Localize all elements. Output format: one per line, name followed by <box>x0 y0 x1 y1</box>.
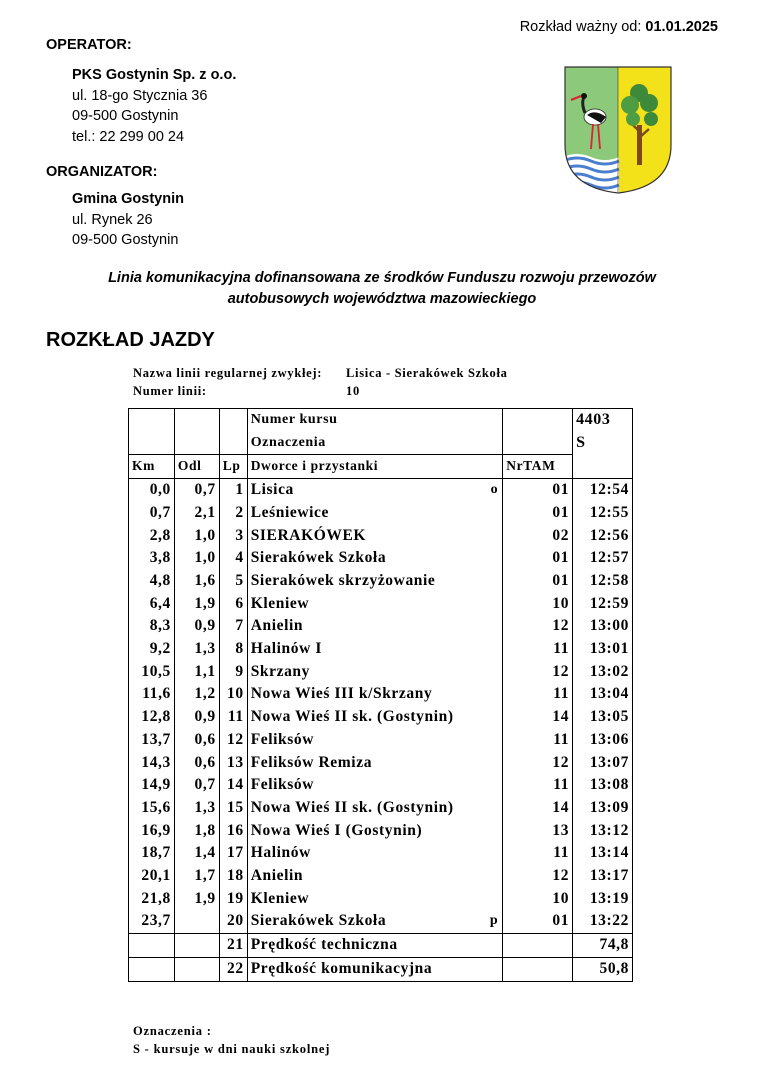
subsidy-line-1: Linia komunikacyjna dofinansowana ze środków Funduszu rozwoju przewozów <box>108 270 656 286</box>
departure-time-cell: 12:56 <box>573 525 633 548</box>
nrtam-cell: 10 <box>503 593 573 616</box>
table-row <box>129 752 633 775</box>
departure-time-cell: 13:17 <box>573 865 633 888</box>
stop-name-cell <box>247 820 503 843</box>
odl-cell: 1,8 <box>174 820 219 843</box>
odl-cell: 1,6 <box>174 570 219 593</box>
nrtam-cell: 01 <box>503 910 573 933</box>
km-cell: 9,2 <box>129 638 175 661</box>
km-cell: 13,7 <box>129 729 175 752</box>
table-row <box>129 615 633 638</box>
empty-cell <box>129 957 175 981</box>
km-cell: 12,8 <box>129 706 175 729</box>
legend-item: S - kursuje w dni nauki szkolnej <box>133 1042 331 1056</box>
km-cell: 2,8 <box>129 525 175 548</box>
table-row <box>129 797 633 820</box>
km-cell: 0,7 <box>129 502 175 525</box>
departure-time-cell: 12:59 <box>573 593 633 616</box>
nrtam-cell: 11 <box>503 729 573 752</box>
departure-time-cell: 12:54 <box>573 479 633 502</box>
departure-time-cell: 13:07 <box>573 752 633 775</box>
nrtam-cell: 11 <box>503 774 573 797</box>
odl-cell: 0,7 <box>174 774 219 797</box>
table-row <box>129 842 633 865</box>
departure-time-cell: 13:04 <box>573 683 633 706</box>
organizer-heading: ORGANIZATOR: <box>46 164 158 180</box>
course-mark: S <box>573 432 633 455</box>
stop-name: Feliksów <box>250 776 315 794</box>
departure-time-cell: 13:19 <box>573 888 633 911</box>
lp-cell: 10 <box>219 683 247 706</box>
departure-time-cell: 13:02 <box>573 661 633 684</box>
odl-cell: 1,1 <box>174 661 219 684</box>
odl-cell: 1,0 <box>174 547 219 570</box>
stop-name: Nowa Wieś II sk. (Gostynin) <box>250 798 454 816</box>
operator-street: ul. 18-go Stycznia 36 <box>72 87 208 104</box>
stop-name: Halinów I <box>250 640 322 658</box>
table-row <box>129 570 633 593</box>
timetable <box>128 408 633 982</box>
stop-name-cell <box>247 752 503 775</box>
stop-name-cell <box>247 865 503 888</box>
lp-cell: 15 <box>219 797 247 820</box>
stop-name-cell <box>247 797 503 820</box>
table-row <box>129 706 633 729</box>
odl-cell: 0,9 <box>174 706 219 729</box>
empty-cell <box>129 934 175 958</box>
nrtam-cell: 14 <box>503 706 573 729</box>
summary-value: 50,8 <box>573 957 633 981</box>
empty-cell <box>503 957 573 981</box>
km-cell: 8,3 <box>129 615 175 638</box>
col-stops-header: Dworce i przystanki <box>247 455 503 479</box>
course-number-label: Numer kursu <box>247 409 503 432</box>
lp-cell: 7 <box>219 615 247 638</box>
stop-name: Kleniew <box>250 889 310 907</box>
odl-cell: 1,2 <box>174 683 219 706</box>
table-row <box>129 774 633 797</box>
odl-cell: 0,6 <box>174 752 219 775</box>
stop-name: Leśniewice <box>250 503 330 521</box>
odl-cell: 0,6 <box>174 729 219 752</box>
stop-name: Anielin <box>250 867 304 885</box>
stop-name-cell <box>247 661 503 684</box>
departure-time-cell: 12:55 <box>573 502 633 525</box>
table-row <box>129 820 633 843</box>
stop-name: Kleniew <box>250 594 310 612</box>
organizer-address <box>72 189 184 251</box>
operator-city: 09-500 Gostynin <box>72 108 179 124</box>
line-number-row <box>133 384 360 399</box>
subsidy-note <box>40 268 724 310</box>
validity-date: 01.01.2025 <box>645 19 718 35</box>
km-cell: 14,9 <box>129 774 175 797</box>
col-odl-header: Odl <box>174 455 219 479</box>
table-row <box>129 729 633 752</box>
validity-label: Rozkład ważny od: <box>519 19 642 35</box>
table-row <box>129 547 633 570</box>
summary-value: 74,8 <box>573 934 633 958</box>
nrtam-cell: 12 <box>503 661 573 684</box>
subsidy-line-2: autobusowych województwa mazowieckiego <box>227 291 537 307</box>
nrtam-cell: 01 <box>503 502 573 525</box>
odl-cell: 1,9 <box>174 593 219 616</box>
organizer-name: Gmina Gostynin <box>72 191 184 207</box>
stop-name-cell <box>247 593 503 616</box>
lp-cell: 1 <box>219 479 247 502</box>
stop-name: Nowa Wieś II sk. (Gostynin) <box>250 708 454 726</box>
gostynin-coat-of-arms <box>563 65 673 195</box>
table-row <box>129 661 633 684</box>
lp-cell: 9 <box>219 661 247 684</box>
lp-cell: 12 <box>219 729 247 752</box>
course-number: 4403 <box>573 409 633 432</box>
table-row <box>129 683 633 706</box>
line-name-value: Lisica - Sierakówek Szkoła <box>346 366 508 380</box>
departure-time-cell: 13:06 <box>573 729 633 752</box>
odl-cell: 0,9 <box>174 615 219 638</box>
km-cell: 21,8 <box>129 888 175 911</box>
table-row <box>129 865 633 888</box>
stop-name-cell <box>247 525 503 548</box>
stop-name: Feliksów Remiza <box>250 753 373 771</box>
line-name-row <box>133 366 508 381</box>
departure-time-cell: 13:09 <box>573 797 633 820</box>
stop-name-cell <box>247 729 503 752</box>
odl-cell: 1,7 <box>174 865 219 888</box>
course-marks-label: Oznaczenia <box>247 432 503 455</box>
stop-name-cell <box>247 479 503 502</box>
table-row <box>129 502 633 525</box>
nrtam-cell: 13 <box>503 820 573 843</box>
odl-cell: 1,3 <box>174 638 219 661</box>
km-cell: 16,9 <box>129 820 175 843</box>
table-row <box>129 910 633 933</box>
odl-cell: 2,1 <box>174 502 219 525</box>
stop-name: Anielin <box>250 617 304 635</box>
km-cell: 15,6 <box>129 797 175 820</box>
lp-cell: 11 <box>219 706 247 729</box>
legend-title: Oznaczenia : <box>133 1024 212 1038</box>
odl-cell: 1,0 <box>174 525 219 548</box>
summary-label: Prędkość techniczna <box>247 934 503 958</box>
lp-cell: 6 <box>219 593 247 616</box>
stop-name-cell <box>247 683 503 706</box>
km-cell: 20,1 <box>129 865 175 888</box>
departure-time-cell: 12:57 <box>573 547 633 570</box>
nrtam-cell: 02 <box>503 525 573 548</box>
odl-cell: 0,7 <box>174 479 219 502</box>
stop-name: Nowa Wieś III k/Skrzany <box>250 685 433 703</box>
km-cell: 3,8 <box>129 547 175 570</box>
empty-cell <box>503 934 573 958</box>
km-cell: 14,3 <box>129 752 175 775</box>
summary-label: Prędkość komunikacyjna <box>247 957 503 981</box>
stop-name: Sierakówek Szkoła <box>250 912 387 930</box>
departure-time-cell: 13:08 <box>573 774 633 797</box>
stop-name: Sierakówek skrzyżowanie <box>250 571 436 589</box>
table-row <box>129 525 633 548</box>
lp-cell: 18 <box>219 865 247 888</box>
lp-cell: 21 <box>219 934 247 958</box>
departure-time-cell: 13:14 <box>573 842 633 865</box>
lp-cell: 16 <box>219 820 247 843</box>
operator-heading: OPERATOR: <box>46 37 132 53</box>
stop-name-cell <box>247 888 503 911</box>
nrtam-cell: 01 <box>503 479 573 502</box>
line-name-label: Nazwa linii regularnej zwykłej: <box>133 366 323 380</box>
lp-cell: 19 <box>219 888 247 911</box>
departure-time-cell: 13:05 <box>573 706 633 729</box>
stop-name-cell <box>247 615 503 638</box>
departure-time-cell: 13:22 <box>573 910 633 933</box>
empty-cell <box>174 957 219 981</box>
stop-name-cell <box>247 910 503 933</box>
nrtam-cell: 10 <box>503 888 573 911</box>
stop-name: Halinów <box>250 844 311 862</box>
stop-name: Nowa Wieś I (Gostynin) <box>250 821 423 839</box>
km-cell: 4,8 <box>129 570 175 593</box>
lp-cell: 17 <box>219 842 247 865</box>
lp-cell: 20 <box>219 910 247 933</box>
km-cell: 23,7 <box>129 910 175 933</box>
km-cell: 18,7 <box>129 842 175 865</box>
nrtam-cell: 11 <box>503 638 573 661</box>
odl-cell: 1,9 <box>174 888 219 911</box>
lp-cell: 3 <box>219 525 247 548</box>
stop-name: Feliksów <box>250 730 315 748</box>
lp-cell: 13 <box>219 752 247 775</box>
km-cell: 6,4 <box>129 593 175 616</box>
nrtam-cell: 12 <box>503 615 573 638</box>
empty-cell <box>174 934 219 958</box>
stop-name: Skrzany <box>250 662 311 680</box>
stop-name-cell <box>247 547 503 570</box>
organizer-street: ul. Rynek 26 <box>72 211 153 228</box>
departure-time-cell: 13:00 <box>573 615 633 638</box>
km-cell: 0,0 <box>129 479 175 502</box>
lp-cell: 14 <box>219 774 247 797</box>
lp-cell: 8 <box>219 638 247 661</box>
stop-name-cell <box>247 638 503 661</box>
odl-cell <box>174 910 219 933</box>
odl-cell: 1,4 <box>174 842 219 865</box>
odl-cell: 1,3 <box>174 797 219 820</box>
organizer-city: 09-500 Gostynin <box>72 232 179 248</box>
lp-cell: 22 <box>219 957 247 981</box>
stop-name-cell <box>247 570 503 593</box>
stop-name: Sierakówek Szkoła <box>250 549 387 567</box>
departure-time-cell: 12:58 <box>573 570 633 593</box>
departure-time-cell: 13:12 <box>573 820 633 843</box>
lp-cell: 4 <box>219 547 247 570</box>
operator-phone: tel.: 22 299 00 24 <box>72 128 185 145</box>
nrtam-cell: 12 <box>503 752 573 775</box>
stop-mark: p <box>489 913 499 929</box>
nrtam-cell: 01 <box>503 570 573 593</box>
table-row <box>129 638 633 661</box>
stop-name-cell <box>247 502 503 525</box>
line-number-value: 10 <box>346 384 360 398</box>
stop-mark: o <box>490 482 499 498</box>
stop-name: Lisica <box>250 481 294 499</box>
validity-note <box>520 19 718 35</box>
stop-name-cell <box>247 842 503 865</box>
lp-cell: 2 <box>219 502 247 525</box>
summary-row <box>129 957 633 981</box>
operator-name: PKS Gostynin Sp. z o.o. <box>72 67 237 83</box>
departure-time-cell: 13:01 <box>573 638 633 661</box>
page-title: ROZKŁAD JAZDY <box>46 329 215 351</box>
summary-row <box>129 934 633 958</box>
nrtam-cell: 01 <box>503 547 573 570</box>
table-row <box>129 888 633 911</box>
col-nrtam-header: NrTAM <box>503 455 573 479</box>
operator-address <box>72 65 236 147</box>
stop-name-cell <box>247 706 503 729</box>
col-km-header: Km <box>129 455 175 479</box>
table-row <box>129 593 633 616</box>
km-cell: 10,5 <box>129 661 175 684</box>
km-cell: 11,6 <box>129 683 175 706</box>
stop-name: SIERAKÓWEK <box>250 526 367 544</box>
table-row <box>129 479 633 502</box>
col-lp-header: Lp <box>219 455 247 479</box>
stop-name-cell <box>247 774 503 797</box>
lp-cell: 5 <box>219 570 247 593</box>
nrtam-cell: 11 <box>503 842 573 865</box>
line-number-label: Numer linii: <box>133 384 207 398</box>
nrtam-cell: 12 <box>503 865 573 888</box>
nrtam-cell: 14 <box>503 797 573 820</box>
nrtam-cell: 11 <box>503 683 573 706</box>
